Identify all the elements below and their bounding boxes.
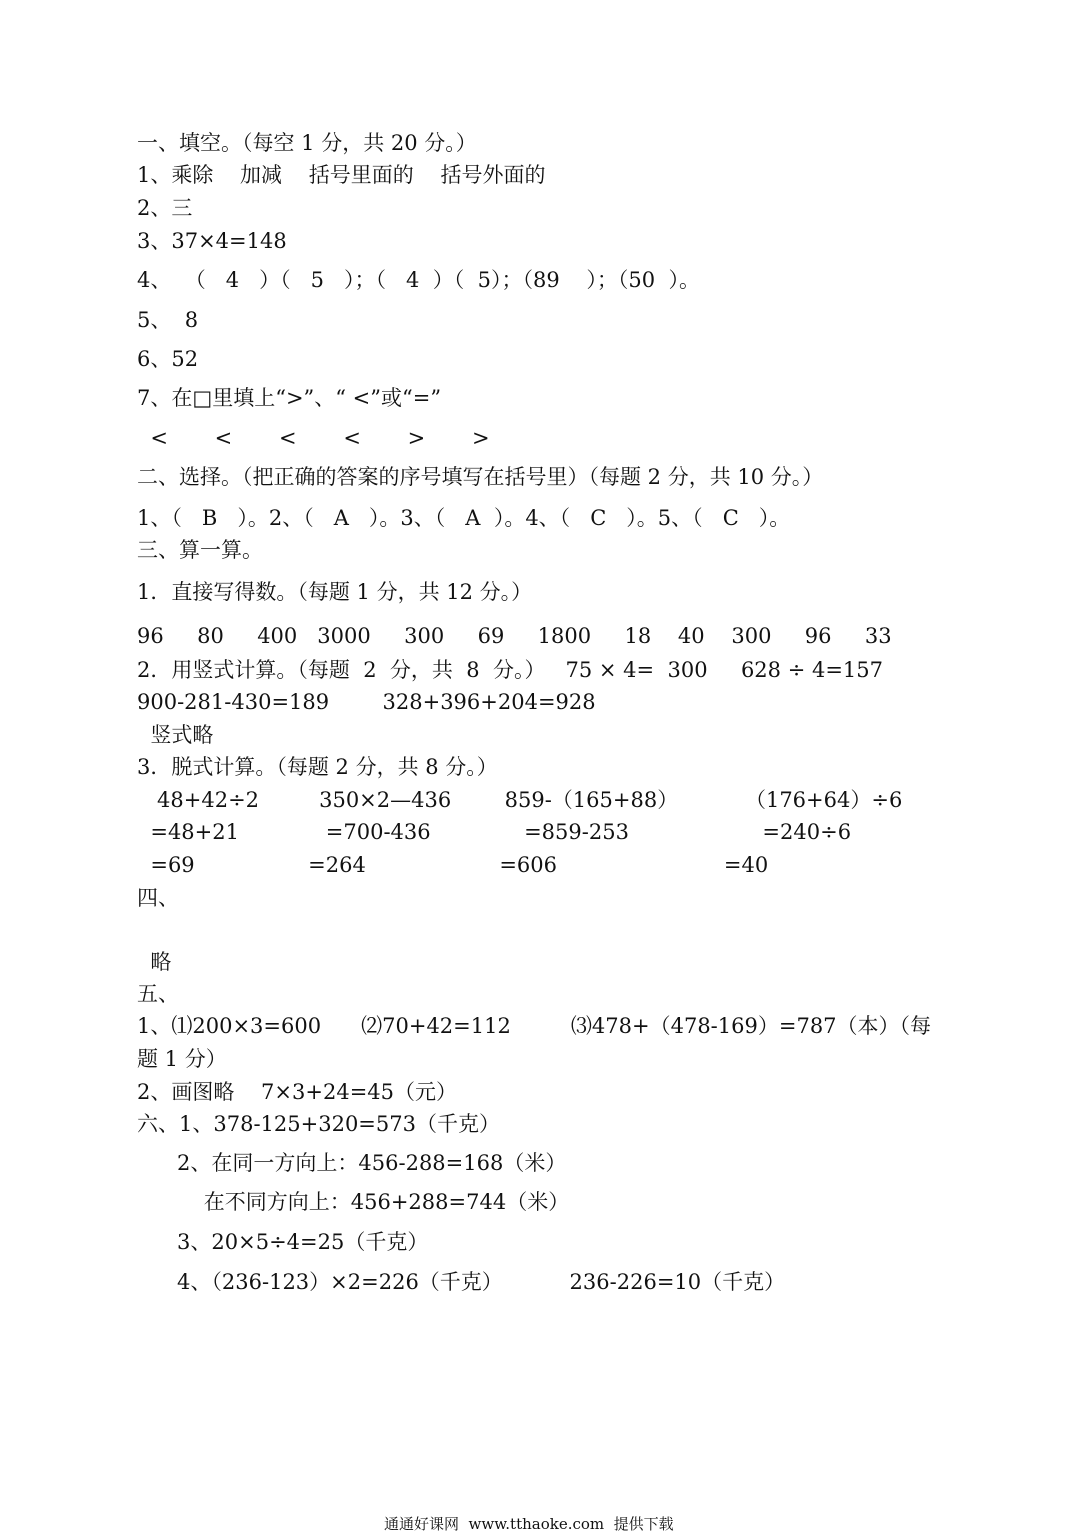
answer-line: 3、37×4=148 [137,229,287,253]
comparison-answers: < < < < > > [137,426,490,450]
answer-line: 7、在□里填上“>”、“ <”或“=” [137,386,442,410]
page-footer: 通通好课网 www.tthaoke.com 提供下载 [384,1515,674,1533]
answer-line: 略 [137,950,172,974]
answer-line: 在不同方向上：456+288=744（米） [137,1190,570,1214]
step-calc-row: =48+21 =700-436 =859-253 =240÷6 [137,820,852,844]
answer-line: 2．用竖式计算。（每题 2 分，共 8 分。） 75 × 4= 300 628 ÷ 4=157 [137,658,884,682]
answer-line: 4、（236-123）×2=226（千克） 236-226=10（千克） [137,1270,786,1294]
answer-line: 2、在同一方向上：456-288=168（米） [137,1151,567,1175]
section-2-title: 二、选择。（把正确的答案的序号填写在括号里）（每题 2 分，共 10 分。） [137,465,824,489]
answer-line: 1、乘除 加减 括号里面的 括号外面的 [137,163,546,187]
answer-line: 题 1 分） [137,1047,227,1071]
answer-line: 2、画图略 7×3+24=45（元） [137,1080,458,1104]
answer-line: 1、⑴200×3=600 ⑵70+42=112 ⑶478+（478-169）=787（本）（每 [137,1014,932,1038]
mental-math-answers: 96 80 400 3000 300 69 1800 18 40 300 96 33 [137,624,892,648]
section-1-title: 一、填空。（每空 1 分，共 20 分。） [137,131,477,155]
answer-line: 4、 （ 4 ）（ 5 ）；（ 4 ）（ 5）；（89 ）；（50 ）。 [137,268,700,292]
step-calc-row: =69 =264 =606 =40 [137,853,769,877]
section-5-title: 五、 [137,982,179,1006]
answer-line: 6、52 [137,347,199,371]
answer-line: 竖式略 [137,723,214,747]
answer-line: 900-281-430=189 328+396+204=928 [137,690,596,714]
section-3-title: 三、算一算。 [137,538,263,562]
step-calc-row: 48+42÷2 350×2—436 859-（165+88） （176+64）÷6 [137,788,903,812]
answer-line: 5、 8 [137,308,199,332]
section-6-line: 六、1、378-125+320=573（千克） [137,1112,500,1136]
answer-line: 2、三 [137,196,193,220]
answer-line: 3、20×5÷4=25（千克） [137,1230,429,1254]
answer-line: 3．脱式计算。（每题 2 分，共 8 分。） [137,755,498,779]
choice-answers: 1、（ B ）。2、（ A ）。3、（ A ）。4、（ C ）。5、（ C ）。 [137,506,791,530]
section-4-title: 四、 [137,886,179,910]
answer-line: 1．直接写得数。（每题 1 分，共 12 分。） [137,580,533,604]
